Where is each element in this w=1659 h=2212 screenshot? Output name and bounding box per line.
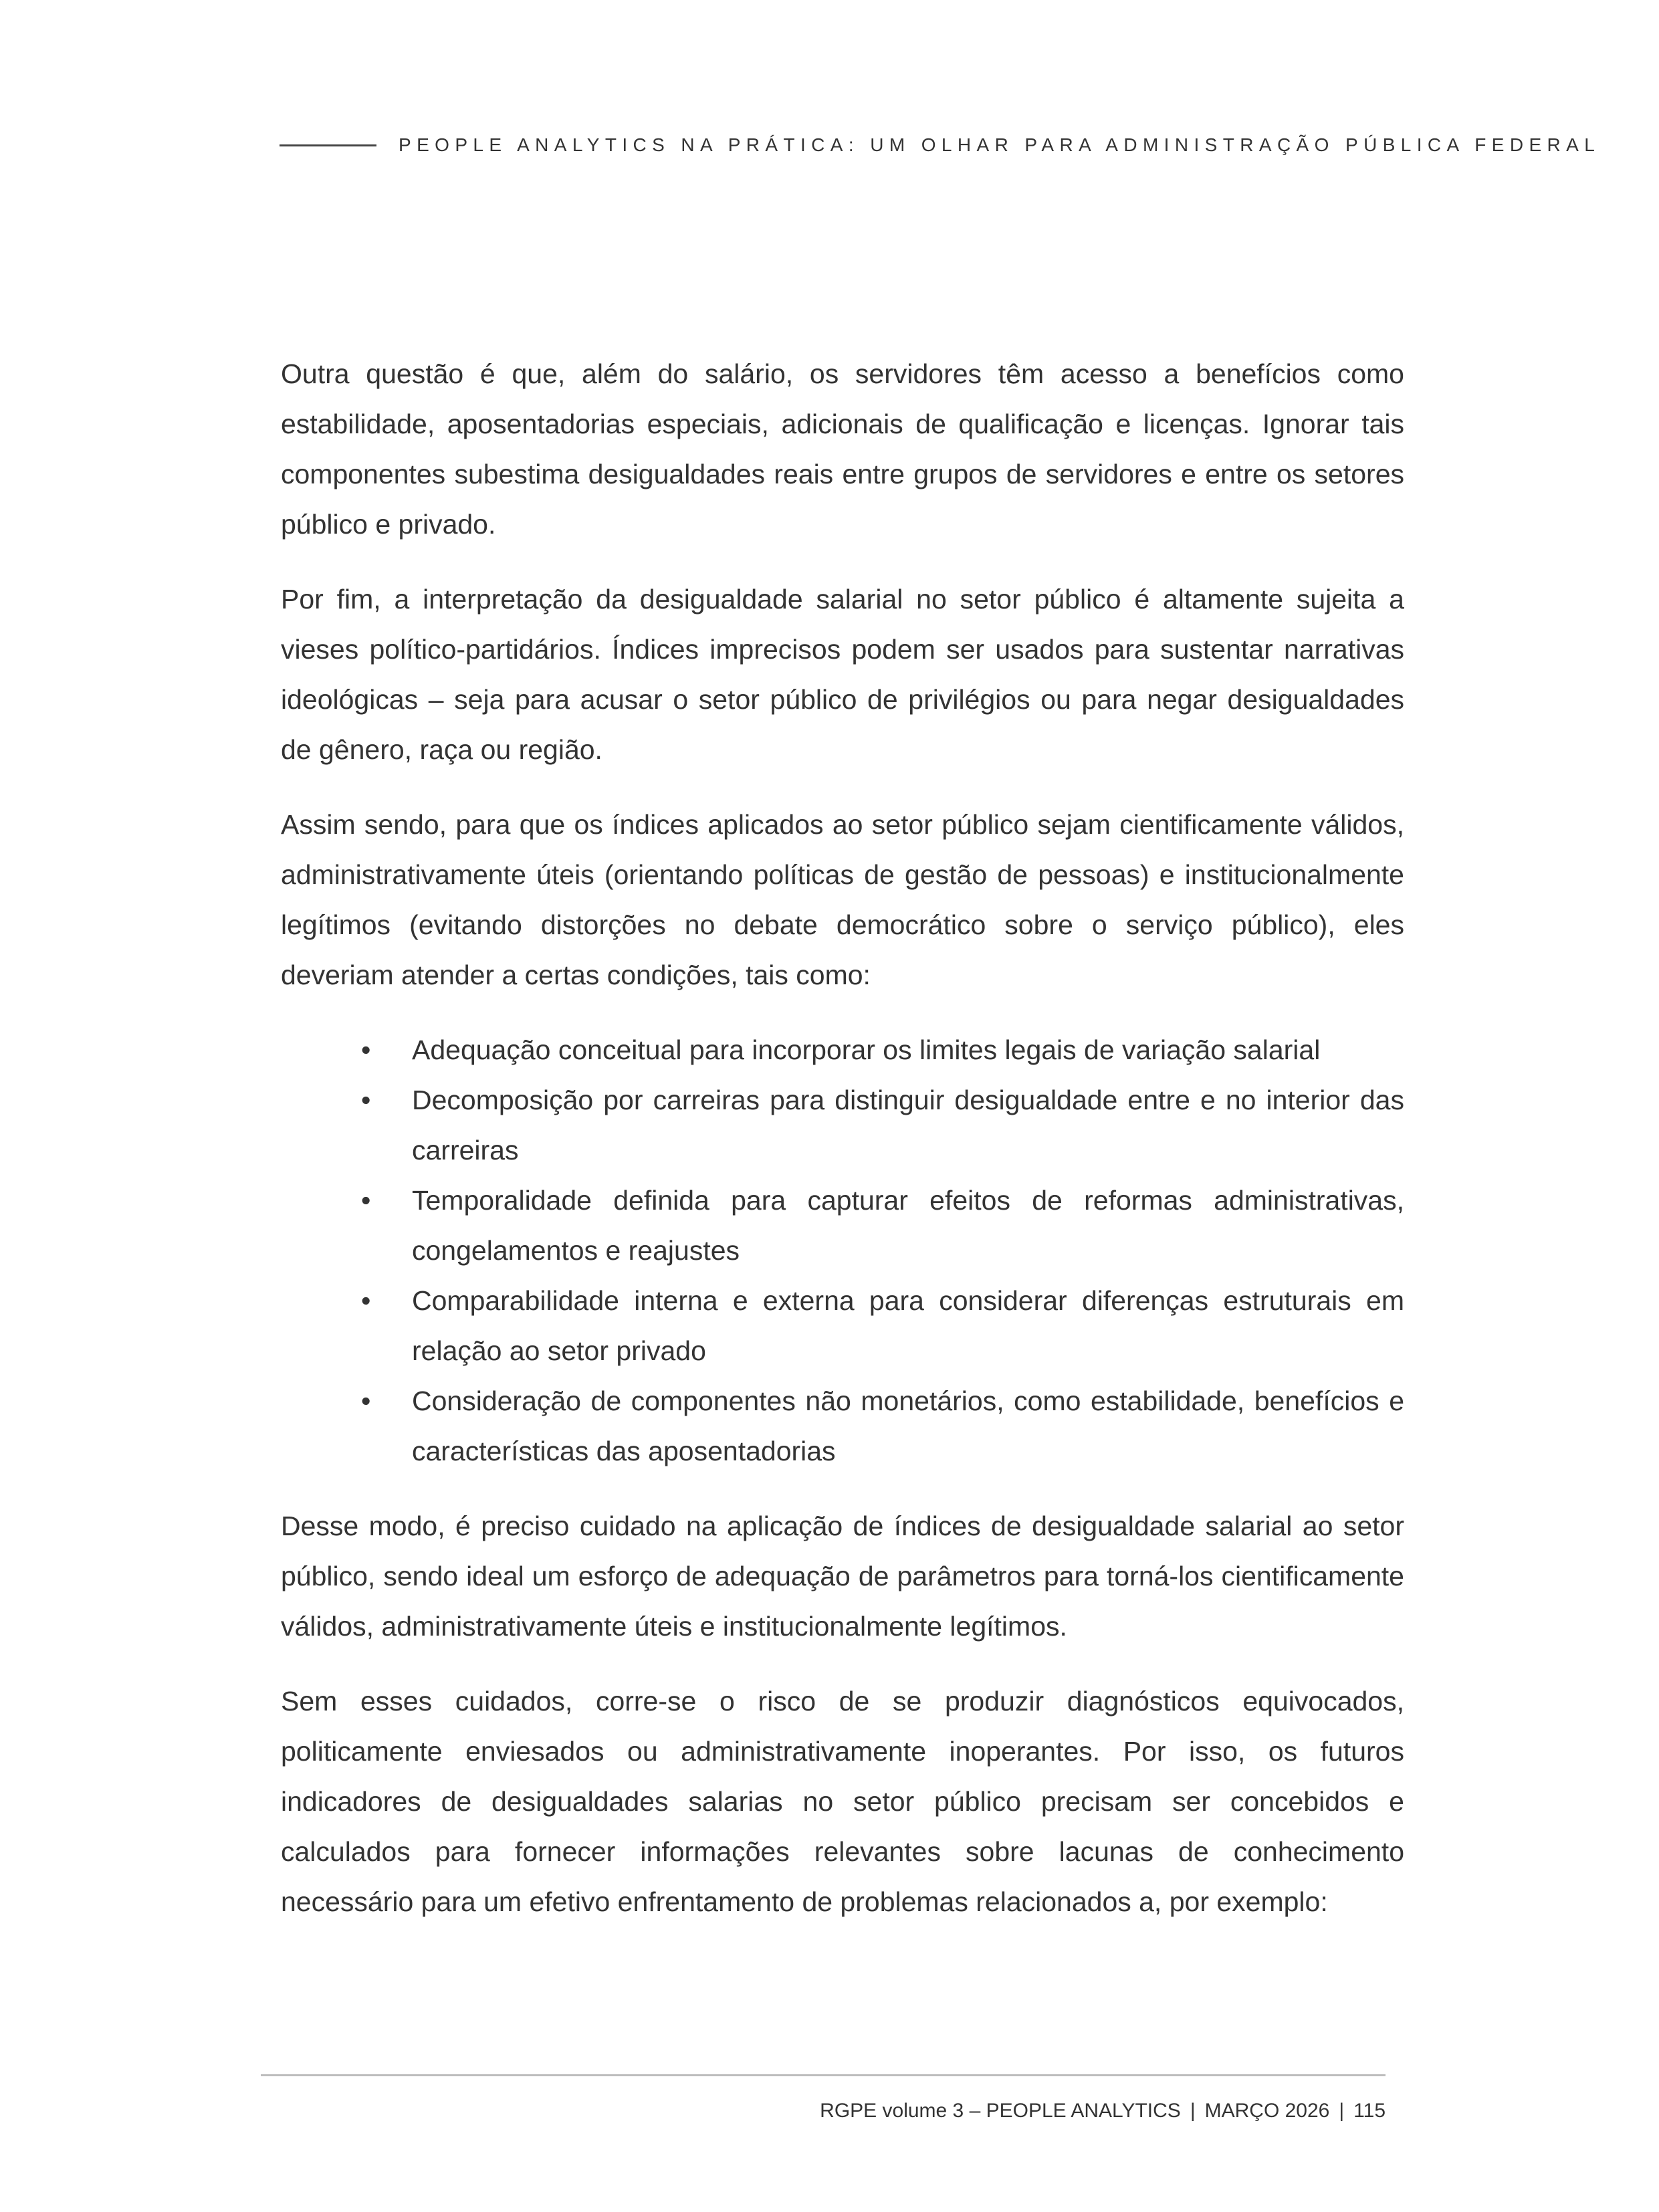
bullet-icon: •	[361, 1386, 371, 1416]
footer-separator: |	[1190, 2100, 1196, 2122]
bullet-icon: •	[361, 1085, 371, 1115]
list-item-text: Temporalidade definida para capturar efeitos de reformas administrativas, congelamentos e reajustes	[412, 1185, 1404, 1266]
body-text	[281, 349, 1404, 1952]
list-item-text: Adequação conceitual para incorporar os limites legais de variação salarial	[412, 1034, 1321, 1065]
list-item	[361, 1025, 1404, 1075]
bullet-icon: •	[361, 1285, 371, 1316]
list-item	[361, 1376, 1404, 1476]
paragraph: Por fim, a interpretação da desigualdade salarial no setor público é altamente sujeita a vieses político-partidários. Índices imprecisos podem ser usados para sustentar narrativas ideológicas – seja para acusar o setor público de privilégios ou para negar desigualdades de gênero, raça ou região.	[281, 584, 1404, 765]
conditions-list	[281, 1025, 1404, 1476]
paragraph: Sem esses cuidados, corre-se o risco de se produzir diagnósticos equivocados, politicamente enviesados ou administrativamente inoperantes. Por isso, os futuros indicadores de desigualdades salarias no setor público precisam ser concebidos e calculados para fornecer informações relevantes sobre lacunas de conhecimento necessário para um efetivo enfrentamento de problemas relacionados a, por exemplo:	[281, 1686, 1404, 1917]
bullet-icon: •	[361, 1185, 371, 1216]
paragraph: Desse modo, é preciso cuidado na aplicação de índices de desigualdade salarial ao setor público, sendo ideal um esforço de adequação de parâmetros para torná-los cientificamente válidos, administrativamente úteis e institucionalmente legítimos.	[281, 1511, 1404, 1642]
header-rule	[280, 144, 376, 146]
header-title: PEOPLE ANALYTICS NA PRÁTICA: UM OLHAR PARA ADMINISTRAÇÃO PÚBLICA FEDERAL	[399, 134, 1601, 155]
list-item-text: Comparabilidade interna e externa para considerar diferenças estruturais em relação ao setor privado	[412, 1285, 1404, 1366]
bullet-icon: •	[361, 1034, 371, 1065]
list-item	[361, 1176, 1404, 1276]
page-number: 115	[1353, 2100, 1386, 2122]
footer-publication: RGPE volume 3 – PEOPLE ANALYTICS	[820, 2100, 1181, 2122]
running-footer	[709, 2100, 1386, 2122]
list-item-text: Decomposição por carreiras para distinguir desigualdade entre e no interior das carreiras	[412, 1085, 1404, 1166]
paragraph: Assim sendo, para que os índices aplicados ao setor público sejam cientificamente válidos, administrativamente úteis (orientando políticas de gestão de pessoas) e institucionalmente legítimos (evitando distorções no debate democrático sobre o serviço público), eles deveriam atender a certas condições, tais como:	[281, 809, 1404, 990]
list-item	[361, 1276, 1404, 1376]
running-header	[280, 134, 1601, 156]
list-item	[361, 1075, 1404, 1176]
footer-separator: |	[1339, 2100, 1345, 2122]
footer-date: MARÇO 2026	[1204, 2100, 1330, 2122]
paragraph: Outra questão é que, além do salário, os servidores têm acesso a benefícios como estabilidade, aposentadorias especiais, adicionais de qualificação e licenças. Ignorar tais componentes subestima desigualdades reais entre grupos de servidores e entre os setores público e privado.	[281, 358, 1404, 540]
footer-rule	[261, 2074, 1386, 2076]
list-item-text: Consideração de componentes não monetários, como estabilidade, benefícios e características das aposentadorias	[412, 1386, 1404, 1466]
